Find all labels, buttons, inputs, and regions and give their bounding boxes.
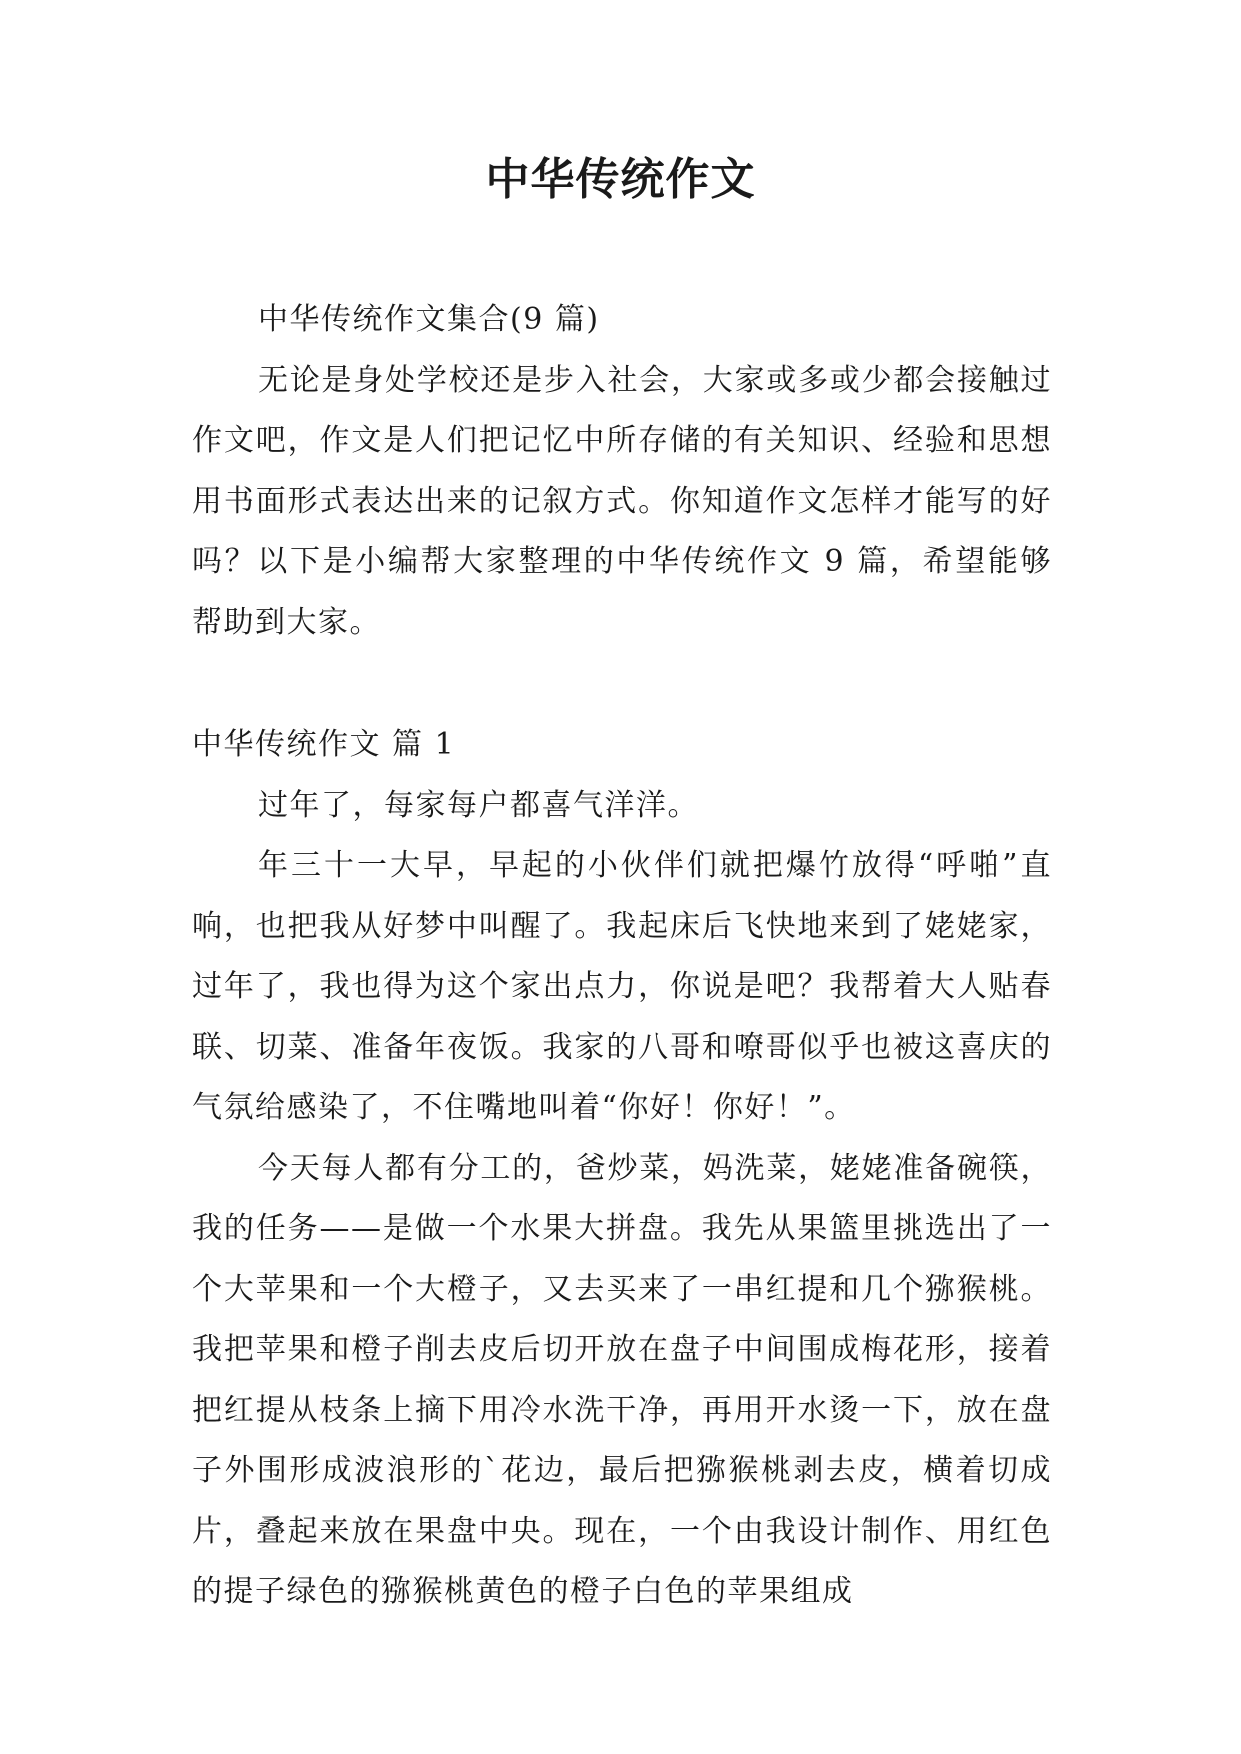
body-paragraph: 过年了，每家每户都喜气洋洋。 — [258, 787, 699, 823]
intro-paragraph: 无论是身处学校还是步入社会，大家或多或少都会接触过作文吧，作文是人们把记忆中所存储的有关知识、经验和思想用书面形式表达出来的记叙方式。你知道作文怎样才能写的好吗？以下是小编帮大家整理的中华传统作文 9 篇，希望能够帮助到大家。 — [192, 362, 1052, 640]
section-heading: 中华传统作文 篇 1 — [192, 727, 456, 762]
document-body — [192, 290, 1052, 1623]
body-paragraph: 年三十一大早，早起的小伙伴们就把爆竹放得“呼啪”直响，也把我从好梦中叫醒了。我起床后飞快地来到了姥姥家，过年了，我也得为这个家出点力，你说是吧？我帮着大人贴春联、切菜、准备年夜饭。我家的八哥和嘹哥似乎也被这喜庆的气氛给感染了，不住嘴地叫着“你好！你好！”。 — [192, 848, 1052, 1125]
body-paragraph: 今天每人都有分工的，爸炒菜，妈洗菜，姥姥准备碗筷，我的任务——是做一个水果大拼盘。我先从果篮里挑选出了一个大苹果和一个大橙子，又去买来了一串红提和几个猕猴桃。我把苹果和橙子削去皮后切开放在盘子中间围成梅花形，接着把红提从枝条上摘下用冷水洗干净，再用开水烫一下，放在盘子外围形成波浪形的`花边，最后把猕猴桃剥去皮，横着切成片，叠起来放在果盘中央。现在，一个由我设计制作、用红色的提子绿色的猕猴桃黄色的橙子白色的苹果组成 — [192, 1150, 1052, 1609]
section-spacer — [192, 653, 1052, 715]
page-title: 中华传统作文 — [485, 154, 756, 205]
collection-subtitle: 中华传统作文集合(9 篇) — [258, 302, 600, 337]
